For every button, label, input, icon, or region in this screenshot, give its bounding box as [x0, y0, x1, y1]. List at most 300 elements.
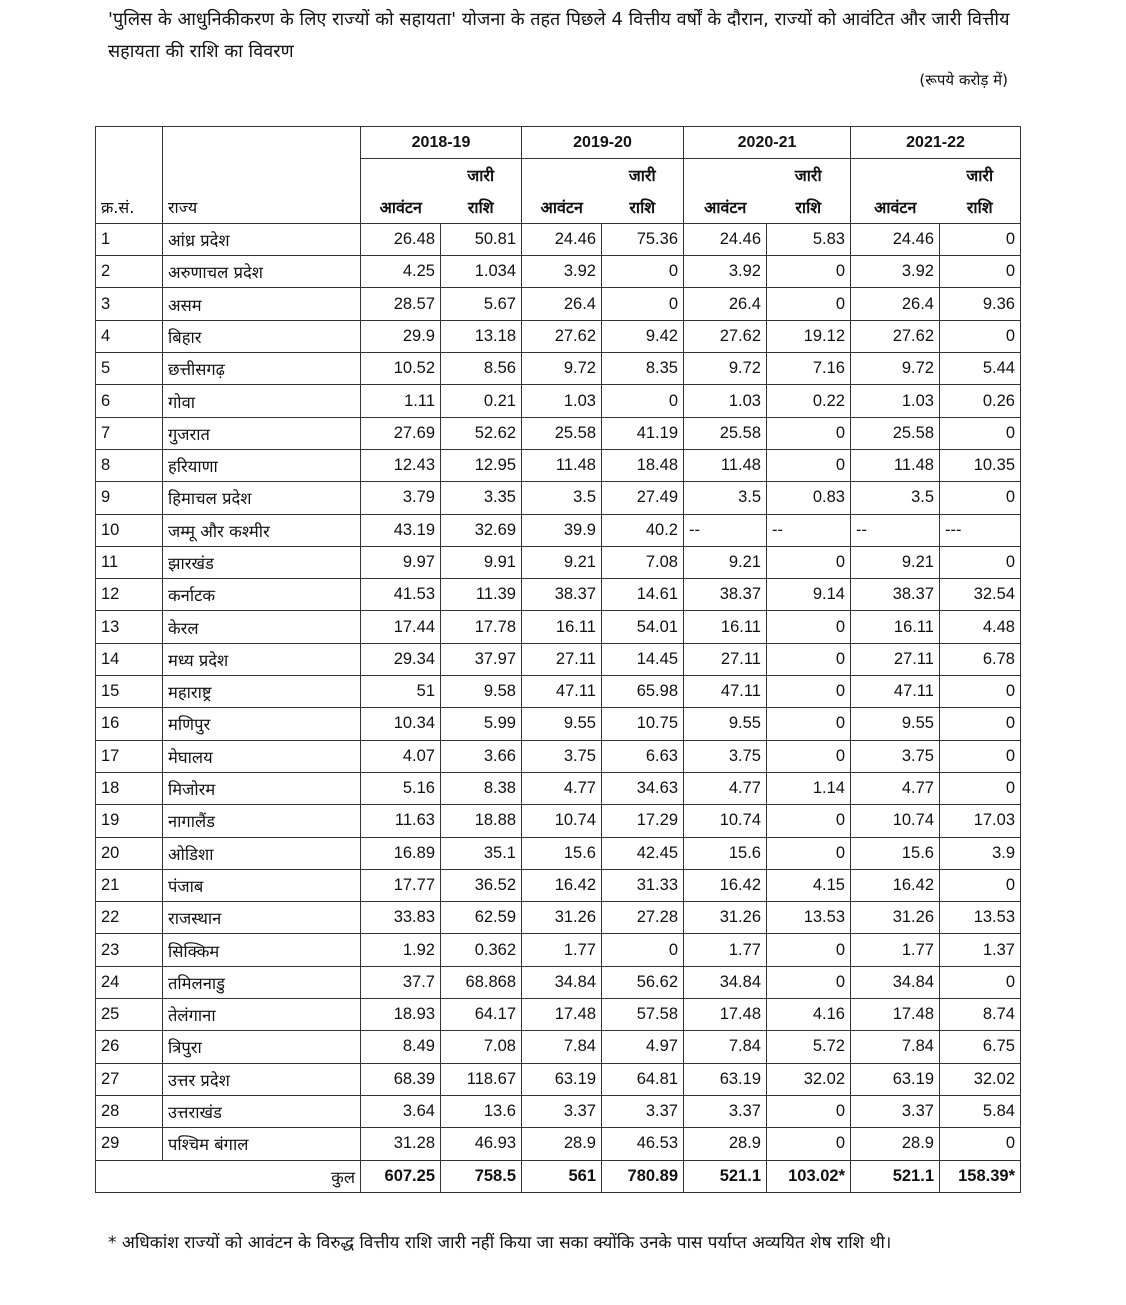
value-cell: 0.83 — [767, 482, 851, 514]
value-cell: 0 — [767, 837, 851, 869]
value-cell: 1.034 — [441, 256, 522, 288]
value-cell: 0 — [767, 1095, 851, 1127]
value-cell: 3.64 — [361, 1095, 441, 1127]
value-cell: -- — [684, 514, 767, 546]
value-cell: 38.37 — [851, 579, 940, 611]
serial-number: 5 — [96, 353, 163, 385]
value-cell: 56.62 — [602, 966, 684, 998]
value-cell: 18.48 — [602, 449, 684, 481]
header-blank — [684, 159, 767, 191]
value-cell: 46.53 — [602, 1128, 684, 1160]
value-cell: 1.77 — [851, 934, 940, 966]
value-cell: 10.75 — [602, 708, 684, 740]
state-name: हिमाचल प्रदेश — [163, 482, 361, 514]
value-cell: 34.84 — [851, 966, 940, 998]
value-cell: 9.42 — [602, 320, 684, 352]
value-cell: 17.48 — [522, 999, 602, 1031]
value-cell: 8.49 — [361, 1031, 441, 1063]
value-cell: 28.9 — [522, 1128, 602, 1160]
serial-number: 17 — [96, 740, 163, 772]
value-cell: 75.36 — [602, 223, 684, 255]
value-cell: 43.19 — [361, 514, 441, 546]
value-cell: 32.69 — [441, 514, 522, 546]
total-cell: 607.25 — [361, 1160, 441, 1192]
value-cell: 51 — [361, 676, 441, 708]
state-name: मध्य प्रदेश — [163, 643, 361, 675]
value-cell: 3.92 — [684, 256, 767, 288]
value-cell: 6.75 — [940, 1031, 1021, 1063]
serial-number: 15 — [96, 676, 163, 708]
value-cell: 18.93 — [361, 999, 441, 1031]
state-name: राजस्थान — [163, 902, 361, 934]
value-cell: 7.08 — [441, 1031, 522, 1063]
value-cell: 118.67 — [441, 1063, 522, 1095]
table-row — [96, 353, 1021, 385]
table-body — [96, 223, 1021, 1160]
value-cell: 10.52 — [361, 353, 441, 385]
value-cell: 8.38 — [441, 772, 522, 804]
sub-header-row — [96, 191, 1021, 223]
serial-number: 10 — [96, 514, 163, 546]
value-cell: 9.55 — [851, 708, 940, 740]
value-cell: 5.67 — [441, 288, 522, 320]
serial-number: 28 — [96, 1095, 163, 1127]
total-cell: 103.02* — [767, 1160, 851, 1192]
value-cell: 28.9 — [684, 1128, 767, 1160]
value-cell: 39.9 — [522, 514, 602, 546]
value-cell: 25.58 — [851, 417, 940, 449]
serial-number: 9 — [96, 482, 163, 514]
value-cell: 29.34 — [361, 643, 441, 675]
value-cell: 38.37 — [684, 579, 767, 611]
aavantan-header: आवंटन — [361, 191, 441, 223]
table-row — [96, 288, 1021, 320]
jari-header-row — [96, 159, 1021, 191]
value-cell: 54.01 — [602, 611, 684, 643]
value-cell: 29.9 — [361, 320, 441, 352]
value-cell: -- — [851, 514, 940, 546]
serial-number: 11 — [96, 546, 163, 578]
state-name: छत्तीसगढ़ — [163, 353, 361, 385]
value-cell: 64.17 — [441, 999, 522, 1031]
value-cell: 3.5 — [522, 482, 602, 514]
state-header: राज्य — [163, 191, 361, 223]
value-cell: 33.83 — [361, 902, 441, 934]
table-row — [96, 837, 1021, 869]
sno-header: क्र.सं. — [96, 191, 163, 223]
value-cell: 40.2 — [602, 514, 684, 546]
header-blank — [163, 127, 361, 159]
total-cell: 561 — [522, 1160, 602, 1192]
value-cell: 35.1 — [441, 837, 522, 869]
value-cell: 5.99 — [441, 708, 522, 740]
state-name: बिहार — [163, 320, 361, 352]
state-name: तेलंगाना — [163, 999, 361, 1031]
value-cell: 9.14 — [767, 579, 851, 611]
value-cell: 1.11 — [361, 385, 441, 417]
value-cell: 27.62 — [851, 320, 940, 352]
serial-number: 4 — [96, 320, 163, 352]
table-row — [96, 772, 1021, 804]
value-cell: 0 — [940, 772, 1021, 804]
value-cell: 4.07 — [361, 740, 441, 772]
state-name: हरियाणा — [163, 449, 361, 481]
value-cell: 46.93 — [441, 1128, 522, 1160]
value-cell: 41.19 — [602, 417, 684, 449]
value-cell: 1.03 — [522, 385, 602, 417]
value-cell: 10.35 — [940, 449, 1021, 481]
table-row — [96, 902, 1021, 934]
value-cell: 9.72 — [522, 353, 602, 385]
value-cell: 65.98 — [602, 676, 684, 708]
value-cell: 34.84 — [684, 966, 767, 998]
value-cell: 0 — [940, 869, 1021, 901]
value-cell: 19.12 — [767, 320, 851, 352]
value-cell: 9.36 — [940, 288, 1021, 320]
value-cell: 26.4 — [851, 288, 940, 320]
value-cell: 0 — [940, 1128, 1021, 1160]
value-cell: 9.91 — [441, 546, 522, 578]
serial-number: 26 — [96, 1031, 163, 1063]
state-name: कर्नाटक — [163, 579, 361, 611]
value-cell: 0 — [767, 1128, 851, 1160]
state-name: पश्चिम बंगाल — [163, 1128, 361, 1160]
value-cell: 27.11 — [851, 643, 940, 675]
value-cell: 11.48 — [851, 449, 940, 481]
value-cell: 68.39 — [361, 1063, 441, 1095]
total-row — [96, 1160, 1021, 1192]
table-row — [96, 1063, 1021, 1095]
value-cell: 16.89 — [361, 837, 441, 869]
aavantan-header: आवंटन — [522, 191, 602, 223]
value-cell: 7.08 — [602, 546, 684, 578]
value-cell: 13.18 — [441, 320, 522, 352]
value-cell: 0.362 — [441, 934, 522, 966]
serial-number: 1 — [96, 223, 163, 255]
value-cell: 50.81 — [441, 223, 522, 255]
value-cell: 0 — [767, 676, 851, 708]
value-cell: 11.63 — [361, 805, 441, 837]
state-name: नागालैंड — [163, 805, 361, 837]
value-cell: 47.11 — [684, 676, 767, 708]
table-row — [96, 482, 1021, 514]
table-row — [96, 869, 1021, 901]
state-name: तमिलनाडु — [163, 966, 361, 998]
state-name: पंजाब — [163, 869, 361, 901]
value-cell: 3.66 — [441, 740, 522, 772]
value-cell: 0 — [767, 611, 851, 643]
value-cell: 0 — [940, 708, 1021, 740]
value-cell: 14.45 — [602, 643, 684, 675]
value-cell: 0 — [767, 449, 851, 481]
value-cell: 0 — [940, 546, 1021, 578]
jari-label: जारी — [441, 159, 522, 191]
value-cell: 37.97 — [441, 643, 522, 675]
serial-number: 25 — [96, 999, 163, 1031]
table-row — [96, 417, 1021, 449]
value-cell: 4.97 — [602, 1031, 684, 1063]
value-cell: 26.4 — [684, 288, 767, 320]
value-cell: 0.21 — [441, 385, 522, 417]
value-cell: 1.77 — [522, 934, 602, 966]
header-blank — [361, 159, 441, 191]
state-name: त्रिपुरा — [163, 1031, 361, 1063]
value-cell: 3.37 — [851, 1095, 940, 1127]
table-row — [96, 934, 1021, 966]
value-cell: 11.48 — [684, 449, 767, 481]
table-row — [96, 966, 1021, 998]
value-cell: 4.25 — [361, 256, 441, 288]
state-name: मेघालय — [163, 740, 361, 772]
value-cell: 26.4 — [522, 288, 602, 320]
value-cell: 1.03 — [684, 385, 767, 417]
value-cell: 0 — [602, 288, 684, 320]
header-blank — [96, 127, 163, 159]
value-cell: 0 — [767, 417, 851, 449]
value-cell: 5.84 — [940, 1095, 1021, 1127]
serial-number: 16 — [96, 708, 163, 740]
value-cell: 25.58 — [522, 417, 602, 449]
value-cell: 3.37 — [602, 1095, 684, 1127]
value-cell: 3.75 — [684, 740, 767, 772]
value-cell: 4.48 — [940, 611, 1021, 643]
value-cell: 8.56 — [441, 353, 522, 385]
serial-number: 7 — [96, 417, 163, 449]
value-cell: 3.5 — [851, 482, 940, 514]
total-cell: 521.1 — [851, 1160, 940, 1192]
value-cell: 4.16 — [767, 999, 851, 1031]
value-cell: 3.75 — [851, 740, 940, 772]
value-cell: -- — [767, 514, 851, 546]
value-cell: 34.63 — [602, 772, 684, 804]
value-cell: 27.69 — [361, 417, 441, 449]
table-row — [96, 256, 1021, 288]
value-cell: 15.6 — [684, 837, 767, 869]
table-row — [96, 320, 1021, 352]
total-label: कुल — [163, 1160, 361, 1192]
value-cell: 0 — [602, 385, 684, 417]
value-cell: 0 — [602, 256, 684, 288]
value-cell: 34.84 — [522, 966, 602, 998]
value-cell: --- — [940, 514, 1021, 546]
value-cell: 27.11 — [522, 643, 602, 675]
value-cell: 4.77 — [522, 772, 602, 804]
value-cell: 26.48 — [361, 223, 441, 255]
value-cell: 9.21 — [522, 546, 602, 578]
table-row — [96, 579, 1021, 611]
value-cell: 4.15 — [767, 869, 851, 901]
serial-number: 8 — [96, 449, 163, 481]
value-cell: 10.74 — [851, 805, 940, 837]
value-cell: 0.22 — [767, 385, 851, 417]
value-cell: 32.02 — [767, 1063, 851, 1095]
value-cell: 0 — [940, 256, 1021, 288]
rashi-header: राशि — [767, 191, 851, 223]
serial-number: 23 — [96, 934, 163, 966]
serial-number: 12 — [96, 579, 163, 611]
value-cell: 27.28 — [602, 902, 684, 934]
value-cell: 6.78 — [940, 643, 1021, 675]
value-cell: 9.21 — [684, 546, 767, 578]
value-cell: 9.55 — [684, 708, 767, 740]
state-name: उत्तर प्रदेश — [163, 1063, 361, 1095]
state-name: असम — [163, 288, 361, 320]
value-cell: 27.49 — [602, 482, 684, 514]
value-cell: 63.19 — [684, 1063, 767, 1095]
value-cell: 28.57 — [361, 288, 441, 320]
table-row — [96, 514, 1021, 546]
jari-label: जारी — [940, 159, 1021, 191]
serial-number: 18 — [96, 772, 163, 804]
year-header: 2019-20 — [522, 127, 684, 159]
state-name: गुजरात — [163, 417, 361, 449]
value-cell: 0 — [767, 805, 851, 837]
value-cell: 27.62 — [522, 320, 602, 352]
value-cell: 14.61 — [602, 579, 684, 611]
value-cell: 31.33 — [602, 869, 684, 901]
value-cell: 1.14 — [767, 772, 851, 804]
header-blank — [163, 159, 361, 191]
total-cell: 758.5 — [441, 1160, 522, 1192]
serial-number: 27 — [96, 1063, 163, 1095]
value-cell: 31.26 — [851, 902, 940, 934]
table-row — [96, 999, 1021, 1031]
value-cell: 24.46 — [684, 223, 767, 255]
units-note: (रूपये करोड़ में) — [919, 71, 1008, 89]
value-cell: 0 — [767, 934, 851, 966]
serial-number: 20 — [96, 837, 163, 869]
value-cell: 12.95 — [441, 449, 522, 481]
value-cell: 5.16 — [361, 772, 441, 804]
value-cell: 17.44 — [361, 611, 441, 643]
value-cell: 5.44 — [940, 353, 1021, 385]
value-cell: 42.45 — [602, 837, 684, 869]
state-name: केरल — [163, 611, 361, 643]
state-name: आंध्र प्रदेश — [163, 223, 361, 255]
value-cell: 3.37 — [522, 1095, 602, 1127]
value-cell: 0 — [940, 417, 1021, 449]
value-cell: 7.84 — [522, 1031, 602, 1063]
value-cell: 1.77 — [684, 934, 767, 966]
table-row — [96, 740, 1021, 772]
table-row — [96, 676, 1021, 708]
value-cell: 8.35 — [602, 353, 684, 385]
value-cell: 16.11 — [522, 611, 602, 643]
value-cell: 16.42 — [851, 869, 940, 901]
value-cell: 57.58 — [602, 999, 684, 1031]
state-name: मिजोरम — [163, 772, 361, 804]
serial-number: 21 — [96, 869, 163, 901]
serial-number: 13 — [96, 611, 163, 643]
value-cell: 9.55 — [522, 708, 602, 740]
serial-number: 22 — [96, 902, 163, 934]
table-row — [96, 449, 1021, 481]
value-cell: 62.59 — [441, 902, 522, 934]
table-row — [96, 1128, 1021, 1160]
value-cell: 13.6 — [441, 1095, 522, 1127]
value-cell: 0 — [767, 966, 851, 998]
value-cell: 38.37 — [522, 579, 602, 611]
value-cell: 3.5 — [684, 482, 767, 514]
state-name: अरुणाचल प्रदेश — [163, 256, 361, 288]
value-cell: 18.88 — [441, 805, 522, 837]
value-cell: 3.79 — [361, 482, 441, 514]
serial-number: 29 — [96, 1128, 163, 1160]
value-cell: 0 — [602, 934, 684, 966]
jari-label: जारी — [767, 159, 851, 191]
value-cell: 31.26 — [684, 902, 767, 934]
value-cell: 13.53 — [767, 902, 851, 934]
value-cell: 1.03 — [851, 385, 940, 417]
total-cell: 521.1 — [684, 1160, 767, 1192]
state-name: मणिपुर — [163, 708, 361, 740]
state-name: झारखंड — [163, 546, 361, 578]
value-cell: 4.77 — [851, 772, 940, 804]
serial-number: 2 — [96, 256, 163, 288]
value-cell: 8.74 — [940, 999, 1021, 1031]
table-row — [96, 643, 1021, 675]
value-cell: 9.21 — [851, 546, 940, 578]
value-cell: 68.868 — [441, 966, 522, 998]
value-cell: 47.11 — [851, 676, 940, 708]
value-cell: 25.58 — [684, 417, 767, 449]
value-cell: 16.11 — [684, 611, 767, 643]
year-header: 2021-22 — [851, 127, 1021, 159]
value-cell: 0 — [767, 643, 851, 675]
value-cell: 11.39 — [441, 579, 522, 611]
aavantan-header: आवंटन — [684, 191, 767, 223]
value-cell: 4.77 — [684, 772, 767, 804]
value-cell: 3.92 — [522, 256, 602, 288]
value-cell: 9.72 — [851, 353, 940, 385]
value-cell: 9.97 — [361, 546, 441, 578]
value-cell: 3.37 — [684, 1095, 767, 1127]
value-cell: 17.29 — [602, 805, 684, 837]
value-cell: 12.43 — [361, 449, 441, 481]
table-row — [96, 1031, 1021, 1063]
table-row — [96, 805, 1021, 837]
value-cell: 15.6 — [522, 837, 602, 869]
value-cell: 24.46 — [851, 223, 940, 255]
year-header: 2018-19 — [361, 127, 522, 159]
rashi-header: राशि — [940, 191, 1021, 223]
year-header: 2020-21 — [684, 127, 851, 159]
value-cell: 0 — [767, 740, 851, 772]
table-row — [96, 385, 1021, 417]
allocation-table — [95, 126, 1021, 1193]
table-row — [96, 708, 1021, 740]
value-cell: 16.42 — [522, 869, 602, 901]
state-name: गोवा — [163, 385, 361, 417]
state-name: उत्तराखंड — [163, 1095, 361, 1127]
value-cell: 27.11 — [684, 643, 767, 675]
value-cell: 0 — [767, 708, 851, 740]
value-cell: 17.48 — [684, 999, 767, 1031]
value-cell: 6.63 — [602, 740, 684, 772]
value-cell: 37.7 — [361, 966, 441, 998]
table-row — [96, 611, 1021, 643]
serial-number: 14 — [96, 643, 163, 675]
serial-number: 6 — [96, 385, 163, 417]
value-cell: 47.11 — [522, 676, 602, 708]
table-row — [96, 1095, 1021, 1127]
value-cell: 0 — [940, 320, 1021, 352]
rashi-header: राशि — [441, 191, 522, 223]
value-cell: 17.77 — [361, 869, 441, 901]
value-cell: 24.46 — [522, 223, 602, 255]
value-cell: 5.72 — [767, 1031, 851, 1063]
value-cell: 15.6 — [851, 837, 940, 869]
